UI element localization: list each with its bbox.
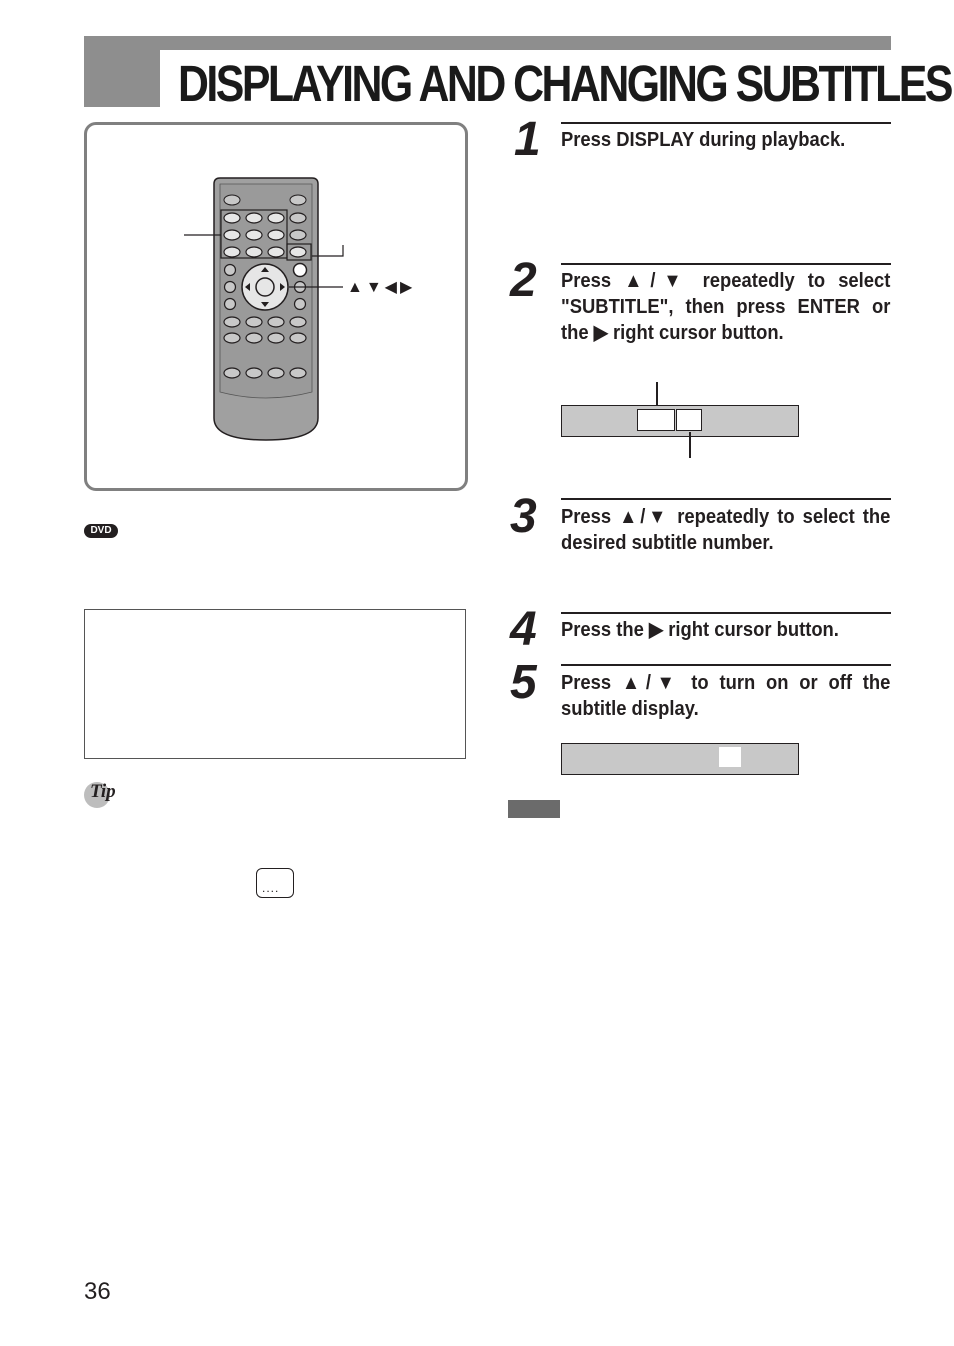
step-text-5: Press ▲/▼ to turn on or off the subtitle display. (561, 672, 891, 720)
subtitle-icon (256, 868, 294, 898)
osd-callout-bottom (689, 432, 691, 458)
remote-control-illustration (84, 122, 468, 491)
step-number-5: 5 (510, 656, 537, 709)
osd-subtitle-count-field (676, 409, 702, 431)
page-number: 36 (84, 1278, 111, 1305)
header-block (84, 36, 160, 107)
tip-label: Tip (90, 781, 116, 802)
cursor-arrows-label: ▲▼◀▶ (347, 279, 416, 296)
note-box (84, 609, 466, 759)
step-rule-5 (561, 664, 891, 666)
step-rule-1 (561, 122, 891, 124)
header-notch (160, 50, 172, 107)
osd-onoff-field (719, 747, 741, 767)
osd-callout-top (656, 382, 658, 406)
step-number-4: 4 (510, 603, 537, 656)
step-number-3: 3 (510, 490, 537, 543)
page-title: DISPLAYING AND CHANGING SUBTITLES (178, 55, 951, 112)
dvd-badge: DVD (84, 524, 118, 538)
step-number-2: 2 (510, 254, 537, 307)
header-bar (84, 36, 891, 50)
step-number-1: 1 (514, 113, 541, 166)
step-rule-2 (561, 263, 891, 265)
osd-subtitle-onoff-bar (561, 743, 799, 775)
note-tab (508, 800, 560, 818)
subtitle-icon-dots: .... (262, 881, 280, 895)
step-text-4: Press the ▶ right cursor button. (561, 619, 839, 641)
step-text-1: Press DISPLAY during playback. (561, 129, 846, 151)
step-text-2: Press ▲/▼ repeatedly to select "SUBTITLE", then press ENTER or the ▶ right cursor button. (561, 270, 891, 344)
step-rule-3 (561, 498, 891, 500)
step-text-3: Press ▲/▼ repeatedly to select the desired subtitle number. (561, 506, 891, 554)
osd-subtitle-field (637, 409, 675, 431)
step-rule-4 (561, 612, 891, 614)
